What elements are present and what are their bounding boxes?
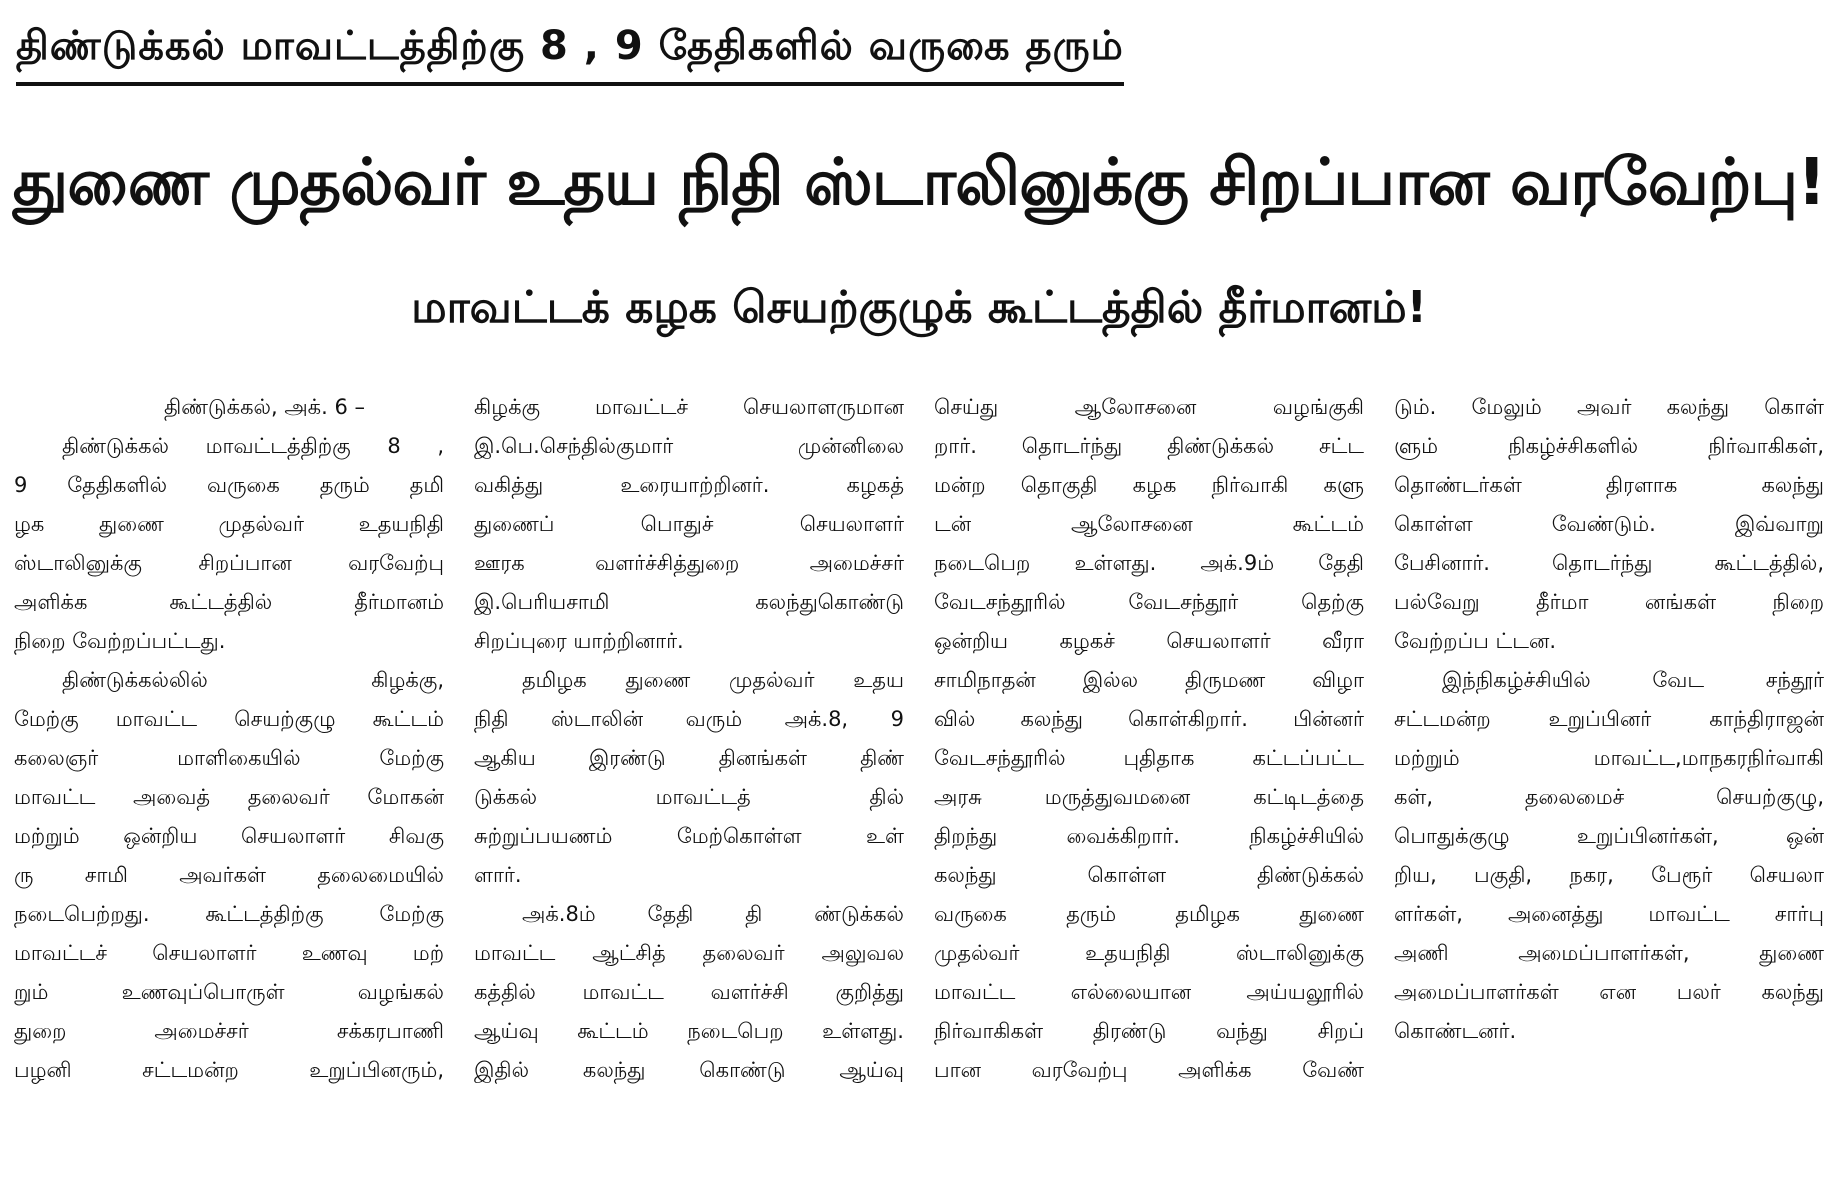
text-line: சாமிநாதன் இல்ல திருமண விழா [934, 668, 1364, 692]
text-line: ஆகிய இரண்டு தினங்கள் திண் [474, 746, 904, 770]
text-line: கத்தில் மாவட்ட வளர்ச்சி குறித்து [474, 980, 904, 1004]
text-line: கிழக்கு மாவட்டச் செயலாளருமான [474, 395, 904, 419]
text-line: வருகை தரும் தமிழக துணை [934, 902, 1364, 926]
text-line: மாவட்டச் செயலாளர் உணவு மற் [14, 941, 444, 965]
text-line: திறந்து வைக்கிறார். நிகழ்ச்சியில் [934, 824, 1364, 848]
article-column-1 [14, 388, 444, 1168]
text-line: முதல்வர் உதயநிதி ஸ்டாலினுக்கு [934, 941, 1364, 965]
text-line: றிய, பகுதி, நகர, பேரூர் செயலா [1394, 863, 1824, 887]
text-line: ஸ்டாலினுக்கு சிறப்பான வரவேற்பு [14, 551, 444, 575]
text-line: நிதி ஸ்டாலின் வரும் அக்.8, 9 [474, 707, 904, 731]
text-line: ரு சாமி அவர்கள் தலைமையில் [14, 863, 444, 887]
text-line: கள், தலைமைச் செயற்குழு, [1394, 785, 1824, 809]
text-line: 9 தேதிகளில் வருகை தரும் தமி [14, 473, 444, 497]
text-line: அணி அமைப்பாளர்கள், துணை [1394, 941, 1824, 965]
text-line: கொள்ள வேண்டும். இவ்வாறு [1394, 512, 1824, 536]
text-line: றார். தொடர்ந்து திண்டுக்கல் சட்ட [934, 434, 1364, 458]
text-line: அக்.8ம் தேதி தி ண்டுக்கல் [522, 902, 904, 926]
text-line: அமைப்பாளர்கள் என பலர் கலந்து [1394, 980, 1824, 1004]
text-line: ழக துணை முதல்வர் உதயநிதி [14, 512, 444, 536]
text-line: பான வரவேற்பு அளிக்க வேண் [934, 1058, 1364, 1082]
article-column-2 [474, 388, 904, 1168]
text-line: இதில் கலந்து கொண்டு ஆய்வு [474, 1058, 904, 1082]
text-line: வேற்றப்ப ட்டன. [1394, 629, 1556, 653]
article-body [8, 388, 1830, 1168]
text-line: டுக்கல் மாவட்டத் தில் [474, 785, 904, 809]
article-column-4 [1394, 388, 1824, 1168]
text-line: பேசினார். தொடர்ந்து கூட்டத்தில், [1394, 551, 1824, 575]
text-line: நிறை வேற்றப்பட்டது. [14, 629, 226, 653]
text-line: செய்து ஆலோசனை வழங்குகி [934, 395, 1364, 419]
text-line: திண்டுக்கல்லில் கிழக்கு, [62, 668, 444, 692]
text-line: வேடசந்தூரில் வேடசந்தூர் தெற்கு [934, 590, 1364, 614]
text-line: நிர்வாகிகள் திரண்டு வந்து சிறப் [934, 1019, 1364, 1043]
text-line: ளார். [474, 863, 522, 887]
text-line: பழனி சட்டமன்ற உறுப்பினரும், [14, 1058, 444, 1082]
text-line: தமிழக துணை முதல்வர் உதய [522, 668, 904, 692]
text-line: மாவட்ட அவைத் தலைவர் மோகன் [14, 785, 444, 809]
text-line: நடைபெற்றது. கூட்டத்திற்கு மேற்கு [14, 902, 444, 926]
text-line: சுற்றுப்பயணம் மேற்கொள்ள உள் [474, 824, 904, 848]
text-line: சிறப்புரை யாற்றினார். [474, 629, 684, 653]
text-line: றும் உணவுப்பொருள் வழங்கல் [14, 980, 444, 1004]
text-line: தொண்டர்கள் திரளாக கலந்து [1394, 473, 1824, 497]
text-line: நடைபெற உள்ளது. அக்.9ம் தேதி [934, 551, 1364, 575]
text-line: ளர்கள், அனைத்து மாவட்ட சார்பு [1394, 902, 1824, 926]
text-line: திண்டுக்கல் மாவட்டத்திற்கு 8 , [62, 434, 444, 458]
text-line: பொதுக்குழு உறுப்பினர்கள், ஒன் [1394, 824, 1824, 848]
text-line: துறை அமைச்சர் சக்கரபாணி [14, 1019, 444, 1043]
text-line: மாவட்ட ஆட்சித் தலைவர் அலுவல [474, 941, 904, 965]
text-line: கலைஞர் மாளிகையில் மேற்கு [14, 746, 444, 770]
text-line: இந்நிகழ்ச்சியில் வேட சந்தூர் [1442, 668, 1824, 692]
sub-headline: மாவட்டக் கழக செயற்குழுக் கூட்டத்தில் தீர்மானம்! [411, 282, 1427, 333]
text-line: கொண்டனர். [1394, 1019, 1517, 1043]
text-line: கலந்து கொள்ள திண்டுக்கல் [934, 863, 1364, 887]
text-line: இ.பெ.செந்தில்குமார் முன்னிலை [474, 434, 904, 458]
text-line: மாவட்ட எல்லையான அய்யலூரில் [934, 980, 1364, 1004]
text-line: துணைப் பொதுச் செயலாளர் [474, 512, 904, 536]
text-line: மேற்கு மாவட்ட செயற்குழு கூட்டம் [14, 707, 444, 731]
text-line: ஊரக வளர்ச்சித்துறை அமைச்சர் [474, 551, 904, 575]
text-line: மற்றும் ஒன்றிய செயலாளர் சிவகு [14, 824, 444, 848]
article-dateline: திண்டுக்கல், அக். 6 – [164, 395, 365, 419]
text-line: ஆய்வு கூட்டம் நடைபெற உள்ளது. [474, 1019, 904, 1043]
text-line: ளும் நிகழ்ச்சிகளில் நிர்வாகிகள், [1394, 434, 1824, 458]
main-headline: துணை முதல்வர் உதய நிதி ஸ்டாலினுக்கு சிறப்பான வரவேற்பு! [12, 146, 1826, 220]
kicker-headline: திண்டுக்கல் மாவட்டத்திற்கு 8 , 9 தேதிகளில் வருகை தரும் [16, 10, 1124, 86]
text-line: மன்ற தொகுதி கழக நிர்வாகி களு [934, 473, 1364, 497]
text-line: டும். மேலும் அவர் கலந்து கொள் [1394, 395, 1824, 419]
text-line: இ.பெரியசாமி கலந்துகொண்டு [474, 590, 904, 614]
text-line: மற்றும் மாவட்ட,மாநகரநிர்வாகி [1394, 746, 1824, 770]
text-line: ஒன்றிய கழகச் செயலாளர் வீரா [934, 629, 1364, 653]
text-line: வேடசந்தூரில் புதிதாக கட்டப்பட்ட [934, 746, 1364, 770]
article-column-3 [934, 388, 1364, 1168]
text-line: டன் ஆலோசனை கூட்டம் [934, 512, 1364, 536]
text-line: பல்வேறு தீர்மா னங்கள் நிறை [1394, 590, 1824, 614]
text-line: அளிக்க கூட்டத்தில் தீர்மானம் [14, 590, 444, 614]
text-line: வகித்து உரையாற்றினர். கழகத் [474, 473, 904, 497]
kicker-row [8, 0, 1830, 108]
text-line: வில் கலந்து கொள்கிறார். பின்னர் [934, 707, 1364, 731]
text-line: சட்டமன்ற உறுப்பினர் காந்திராஜன் [1394, 707, 1824, 731]
text-line: அரசு மருத்துவமனை கட்டிடத்தை [934, 785, 1364, 809]
